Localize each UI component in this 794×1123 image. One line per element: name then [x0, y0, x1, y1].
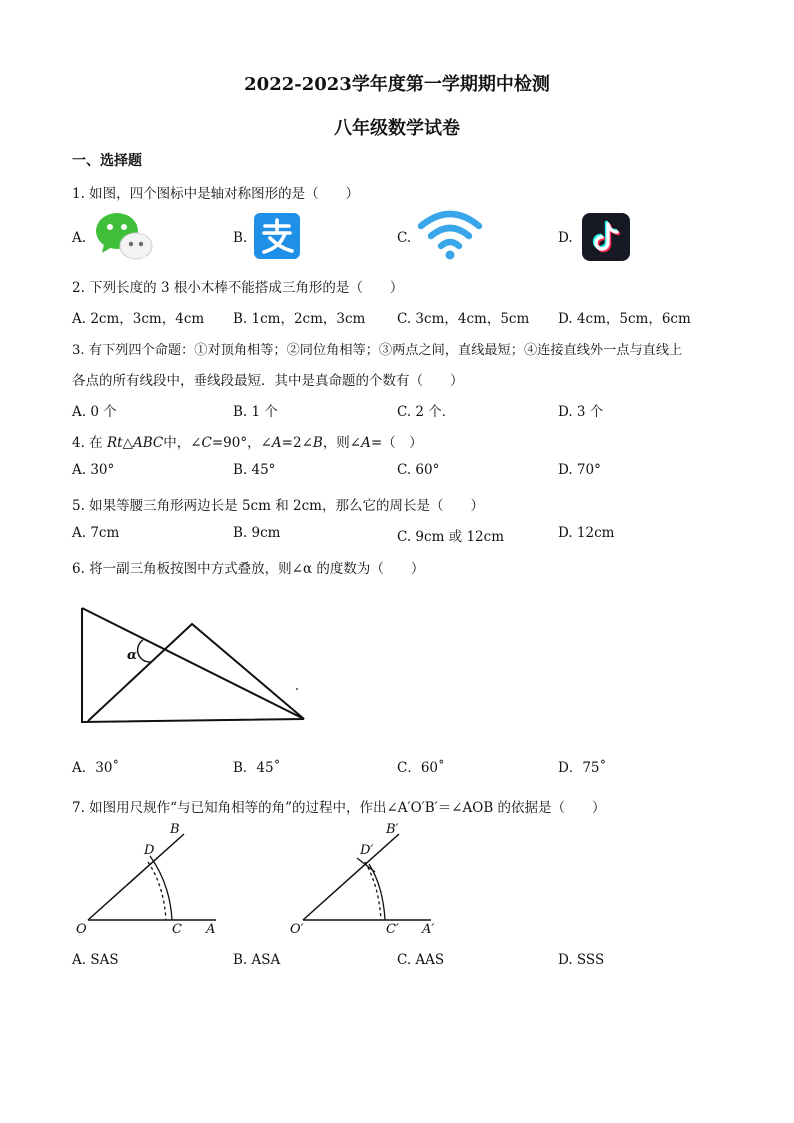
- q2-option-c: C. 3cm，4cm，5cm: [397, 311, 530, 327]
- fig1-label-o: O: [76, 922, 87, 937]
- q2-option-a: A. 2cm，3cm，4cm: [72, 311, 205, 327]
- q3-option-a: A. 0 个: [72, 404, 117, 420]
- q4-option-b: B. 45°: [233, 462, 276, 478]
- question-2: 2. 下列长度的 3 根小木棒不能搭成三角形的是（ ）: [72, 280, 404, 296]
- q1-option-a: A.: [72, 230, 87, 246]
- question-1: 1. 如图，四个图标中是轴对称图形的是（ ）: [72, 186, 360, 202]
- fig2-label-a: A′: [422, 922, 435, 937]
- question-4: 4. 在 Rt△ABC中，∠C=90°，∠A=2∠B，则∠A=（ ）: [72, 435, 423, 451]
- question-3-line-1: 3. 有下列四个命题：①对顶角相等；②同位角相等；③两点之间，直线最短；④连接直线外一点与直线上: [72, 343, 683, 358]
- q5-option-b: B. 9cm: [233, 525, 281, 541]
- q5-option-a: A. 7cm: [72, 525, 120, 541]
- question-7: 7. 如图用尺规作“与已知角相等的角”的过程中，作出∠A′O′B′＝∠AOB 的依据是（ ）: [72, 800, 606, 816]
- q7-option-c: C. AAS: [397, 952, 445, 968]
- q5-option-d: D. 12cm: [558, 525, 615, 541]
- q7-option-a: A. SAS: [72, 952, 119, 968]
- fig2-label-b: B′: [386, 822, 399, 837]
- tiktok-icon: [582, 213, 630, 261]
- q3-option-c: C. 2 个．: [397, 404, 456, 420]
- fig1-label-a: A: [206, 922, 216, 937]
- q2-option-b: B. 1cm，2cm，3cm: [233, 311, 366, 327]
- wifi-icon: [417, 208, 483, 262]
- fig2-label-c: C′: [386, 922, 399, 937]
- q3-option-b: B. 1 个: [233, 404, 278, 420]
- q4-option-a: A. 30°: [72, 462, 115, 478]
- q1-option-d: D.: [558, 230, 573, 246]
- question-6: 6. 将一副三角板按图中方式叠放，则∠α 的度数为（ ）: [72, 561, 425, 577]
- page-title: 2022-2023学年度第一学期期中检测: [244, 74, 550, 95]
- q4-option-c: C. 60°: [397, 462, 440, 478]
- q3-option-d: D. 3 个: [558, 404, 604, 420]
- q7-option-b: B. ASA: [233, 952, 281, 968]
- question-3-line-2: 各点的所有线段中，垂线段最短．其中是真命题的个数有（ ）: [72, 373, 464, 389]
- fig1-label-c: C: [172, 922, 182, 937]
- q7-option-d: D. SSS: [558, 952, 605, 968]
- q5-option-c: C. 9cm 或 12cm: [397, 529, 505, 545]
- fig2-label-d: D′: [360, 843, 374, 858]
- triangle-set-figure: [76, 604, 312, 728]
- question-5: 5. 如果等腰三角形两边长是 5cm 和 2cm，那么它的周长是（ ）: [72, 498, 484, 514]
- q6-option-b: B．45˚: [233, 760, 281, 776]
- q2-option-d: D. 4cm，5cm，6cm: [558, 311, 691, 327]
- angle-construction-figure-1: [84, 826, 224, 926]
- alpha-label: α: [127, 648, 138, 663]
- angle-construction-figure-2: [299, 826, 439, 926]
- fig1-label-d: D: [144, 843, 155, 858]
- wechat-icon: [94, 210, 156, 262]
- fig2-label-o: O′: [290, 922, 304, 937]
- q1-option-c: C.: [397, 230, 412, 246]
- q6-option-d: D．75˚: [558, 760, 607, 776]
- alipay-icon: [254, 213, 300, 259]
- q4-option-d: D. 70°: [558, 462, 601, 478]
- q6-option-a: A．30˚: [72, 760, 120, 776]
- page-subtitle: 八年级数学试卷: [334, 118, 460, 139]
- fig1-label-b: B: [170, 822, 180, 837]
- section-title: 一、选择题: [72, 153, 142, 169]
- q6-option-c: C．60˚: [397, 760, 445, 776]
- q1-option-b: B.: [233, 230, 248, 246]
